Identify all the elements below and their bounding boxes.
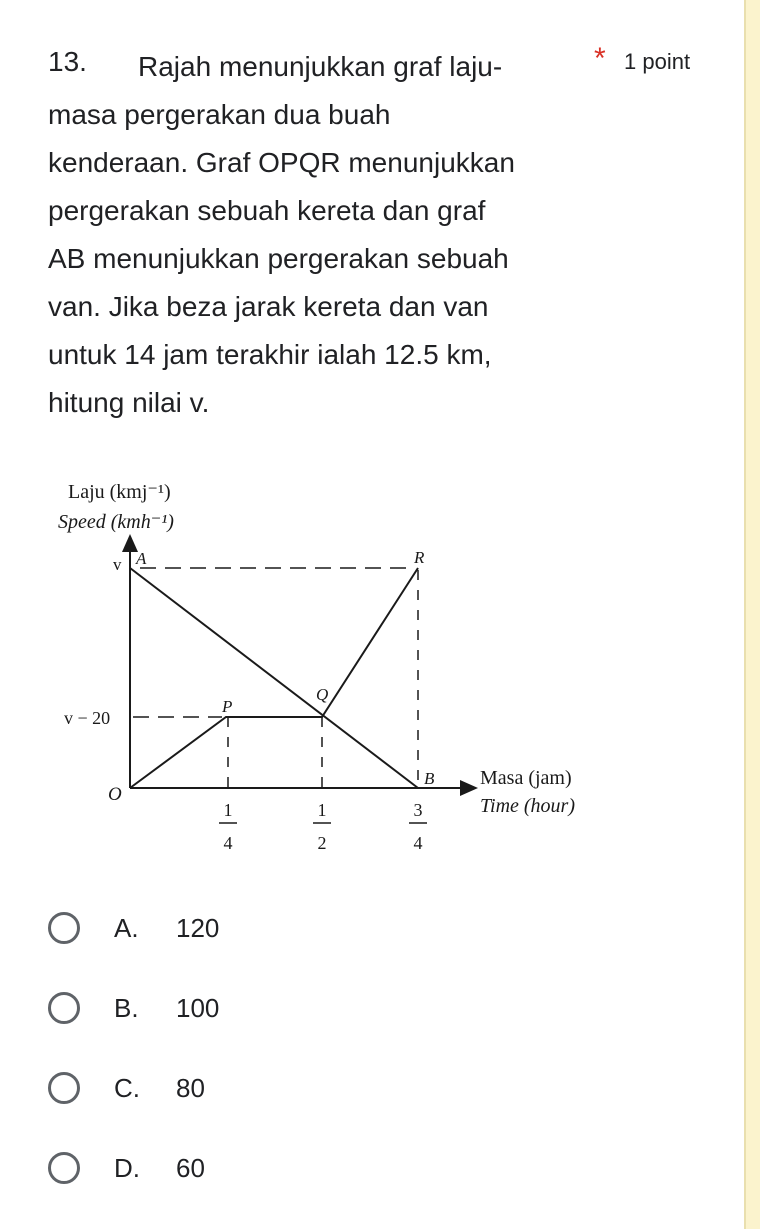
- speed-time-graph: [0, 460, 620, 880]
- question-points: 1 point: [624, 49, 691, 74]
- question-line: pergerakan sebuah kereta dan graf: [48, 195, 486, 226]
- y-label-ms: Laju (kmj⁻¹): [68, 481, 171, 503]
- option-b[interactable]: [48, 968, 648, 1048]
- point-label-a: A: [136, 549, 147, 568]
- point-label-q: Q: [316, 685, 329, 704]
- question-text: [48, 43, 588, 427]
- option-a[interactable]: [48, 888, 648, 968]
- question-number: 13.: [48, 46, 87, 77]
- question-line: untuk 14 jam terakhir ialah 12.5 km,: [48, 339, 492, 370]
- option-value: 100: [176, 992, 220, 1023]
- option-letter: A.: [114, 912, 139, 943]
- x-tick-numerator: 3: [413, 800, 423, 820]
- required-marker: *: [594, 42, 606, 75]
- radio-circle-icon[interactable]: [48, 1152, 80, 1184]
- question-line: hitung nilai v.: [48, 387, 210, 418]
- series-layer: [130, 568, 418, 788]
- x-label-en: Time (hour): [480, 795, 575, 817]
- x-tick-quarter: [219, 800, 237, 853]
- x-tick-half: [313, 800, 331, 853]
- option-value: 120: [176, 912, 220, 943]
- x-label-ms: Masa (jam): [480, 767, 572, 789]
- point-label-p: P: [222, 697, 233, 716]
- x-tick-denominator: 4: [413, 833, 423, 853]
- point-label-r: R: [414, 548, 425, 567]
- x-tick-numerator: 1: [317, 800, 327, 820]
- option-letter: D.: [114, 1152, 140, 1183]
- y-tick-v: v: [113, 555, 122, 574]
- point-label-b: B: [424, 769, 435, 788]
- option-value: 60: [176, 1152, 205, 1183]
- question-line: van. Jika beza jarak kereta dan van: [48, 291, 489, 322]
- option-c[interactable]: [48, 1048, 648, 1128]
- question-line: Rajah menunjukkan graf laju-: [138, 51, 503, 82]
- y-label-en: Speed (kmh⁻¹): [58, 511, 174, 533]
- x-tick-denominator: 4: [223, 833, 233, 853]
- option-value: 80: [176, 1072, 205, 1103]
- origin-label: O: [108, 784, 122, 805]
- question-line: kenderaan. Graf OPQR menunjukkan: [48, 147, 515, 178]
- right-edge-bar: [744, 0, 760, 1229]
- y-tick-v-minus-20: v − 20: [64, 708, 111, 728]
- question-line: masa pergerakan dua buah: [48, 99, 391, 130]
- option-letter: C.: [114, 1072, 140, 1103]
- x-tick-numerator: 1: [223, 800, 233, 820]
- option-d[interactable]: [48, 1128, 648, 1208]
- x-tick-three-quarter: [409, 800, 427, 853]
- answer-options: [48, 888, 648, 1208]
- radio-circle-icon[interactable]: [48, 992, 80, 1024]
- option-letter: B.: [114, 992, 139, 1023]
- x-tick-denominator: 2: [317, 833, 327, 853]
- question-line: AB menunjukkan pergerakan sebuah: [48, 243, 509, 274]
- radio-circle-icon[interactable]: [48, 1072, 80, 1104]
- radio-circle-icon[interactable]: [48, 912, 80, 944]
